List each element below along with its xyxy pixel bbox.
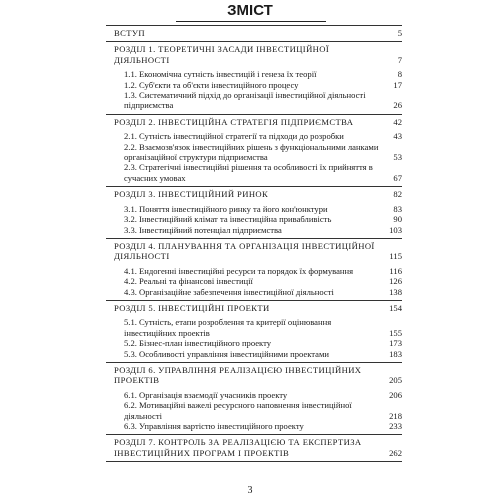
- item-title: 4.3. Організаційне забезпечення інвестиційної діяльності: [124, 286, 334, 297]
- item-title: 3.2. Інвестиційний клімат та інвестиційна привабливість: [124, 214, 332, 225]
- toc-item: [106, 421, 402, 431]
- item-page: 138: [389, 286, 402, 297]
- toc-item: [106, 400, 402, 421]
- item-page: 173: [389, 338, 402, 349]
- toc-item: [106, 390, 402, 400]
- item-title: 2.3. Стратегічні інвестиційні рішення та особливості їх прийняття в сучасних умовах: [124, 162, 373, 183]
- toc-item: [106, 204, 402, 214]
- toc-section: [106, 41, 402, 113]
- toc-section: [106, 434, 402, 462]
- item-page: 206: [389, 389, 402, 400]
- item-page: 126: [389, 276, 402, 287]
- item-title: 2.2. Взаємозв'язок інвестиційних рішень з функціональними ланками організаційної структури підприємства: [124, 141, 379, 163]
- item-page: 116: [389, 265, 402, 276]
- toc-item: [106, 225, 402, 235]
- toc-item: [106, 162, 402, 183]
- section-heading: [106, 303, 402, 313]
- item-page: 8: [397, 69, 402, 80]
- toc-section: [106, 300, 402, 362]
- section-heading: [106, 241, 402, 262]
- toc-item: [106, 214, 402, 224]
- section-heading: [106, 437, 402, 458]
- item-page: 233: [389, 421, 402, 431]
- section-title: РОЗДІЛ 7. КОНТРОЛЬ ЗА РЕАЛІЗАЦІЄЮ ТА ЕКСПЕРТИЗА ІНВЕСТИЦІЙНИХ ПРОГРАМ І ПРОЕКТІВ: [114, 437, 362, 458]
- section-heading: [106, 117, 402, 127]
- section-page: 262: [389, 447, 402, 458]
- section-page: 7: [397, 54, 402, 65]
- section-title: РОЗДІЛ 2. ІНВЕСТИЦІЙНА СТРАТЕГІЯ ПІДПРИЄМСТВА: [114, 116, 354, 127]
- section-page: 42: [393, 116, 402, 127]
- item-page: 218: [389, 410, 402, 421]
- item-page: 103: [389, 224, 402, 235]
- section-heading: [106, 28, 402, 38]
- item-title: 1.3. Систематичний підхід до організації інвестиційної діяльності підприємства: [124, 90, 366, 111]
- section-title: РОЗДІЛ 3. ІНВЕСТИЦІЙНИЙ РИНОК: [114, 189, 269, 200]
- item-title: 1.2. Суб'єкти та об'єкти інвестиційного процесу: [124, 79, 299, 90]
- section-heading: [106, 365, 402, 386]
- item-title: 6.1. Організація взаємодії учасників проекту: [124, 389, 288, 400]
- item-title: 5.1. Сутність, етапи розроблення та критерії оцінювання інвестиційних проектів: [124, 317, 332, 338]
- section-page: 5: [397, 28, 402, 38]
- section-title: РОЗДІЛ 4. ПЛАНУВАННЯ ТА ОРГАНІЗАЦІЯ ІНВЕСТИЦІЙНОЇ ДІЯЛЬНОСТІ: [114, 240, 375, 262]
- section-page: 82: [393, 189, 402, 200]
- section-items: [106, 200, 402, 235]
- item-title: 6.2. Мотиваційні важелі ресурсного наповнення інвестиційної діяльності: [124, 400, 352, 421]
- toc-item: [106, 349, 402, 359]
- page-title: ЗМІСТ: [227, 2, 273, 19]
- toc-item: [106, 276, 402, 286]
- table-of-contents: [106, 25, 402, 462]
- toc-section: [106, 238, 402, 300]
- title-underline: [176, 21, 326, 22]
- section-title: РОЗДІЛ 6. УПРАВЛІННЯ РЕАЛІЗАЦІЄЮ ІНВЕСТИЦІЙНИХ ПРОЕКТІВ: [114, 364, 362, 386]
- item-page: 67: [393, 172, 402, 183]
- item-page: 155: [389, 327, 402, 338]
- item-title: 1.1. Економічна сутність інвестицій і генеза їх теорії: [124, 69, 317, 80]
- item-page: 43: [393, 131, 402, 142]
- toc-section: [106, 186, 402, 238]
- item-title: 2.1. Сутність інвестиційної стратегії та підходи до розробки: [124, 131, 344, 142]
- section-items: [106, 65, 402, 111]
- item-title: 3.1. Поняття інвестиційного ринку та його кон'юнктури: [124, 203, 328, 214]
- item-title: 6.3. Управління вартістю інвестиційного проекту: [124, 421, 304, 431]
- section-title: ВСТУП: [114, 28, 146, 38]
- section-items: [106, 386, 402, 432]
- item-title: 4.2. Реальні та фінансові інвестиції: [124, 276, 253, 287]
- toc-item: [106, 142, 402, 163]
- toc-item: [106, 338, 402, 348]
- section-items: [106, 313, 402, 359]
- toc-section: [106, 114, 402, 186]
- toc-item: [106, 317, 402, 338]
- item-title: 5.3. Особливості управління інвестиційними проектами: [124, 348, 329, 359]
- toc-item: [106, 69, 402, 79]
- item-page: 26: [393, 100, 402, 111]
- toc-item: [106, 80, 402, 90]
- item-page: 17: [393, 79, 402, 90]
- item-title: 3.3. Інвестиційний потенціал підприємства: [124, 224, 282, 235]
- item-page: 183: [389, 348, 402, 359]
- toc-item: [106, 266, 402, 276]
- section-items: [106, 262, 402, 297]
- toc-item: [106, 90, 402, 111]
- toc-item: [106, 287, 402, 297]
- toc-section: [106, 362, 402, 434]
- section-page: 205: [389, 375, 402, 386]
- section-title: РОЗДІЛ 5. ІНВЕСТИЦІЙНІ ПРОЕКТИ: [114, 302, 270, 313]
- section-title: РОЗДІЛ 1. ТЕОРЕТИЧНІ ЗАСАДИ ІНВЕСТИЦІЙНОЇ ДІЯЛЬНОСТІ: [114, 44, 330, 65]
- section-page: 154: [389, 302, 402, 313]
- page-number: 3: [247, 485, 253, 496]
- section-items: [106, 127, 402, 183]
- item-page: 53: [393, 152, 402, 163]
- item-page: 83: [393, 203, 402, 214]
- section-page: 115: [389, 251, 402, 262]
- item-page: 90: [393, 214, 402, 225]
- toc-section: [106, 25, 402, 41]
- toc-item: [106, 131, 402, 141]
- section-heading: [106, 44, 402, 65]
- item-title: 5.2. Бізнес-план інвестиційного проекту: [124, 338, 272, 349]
- item-title: 4.1. Ендогенні інвестиційні ресурси та порядок їх формування: [124, 265, 354, 276]
- section-heading: [106, 189, 402, 199]
